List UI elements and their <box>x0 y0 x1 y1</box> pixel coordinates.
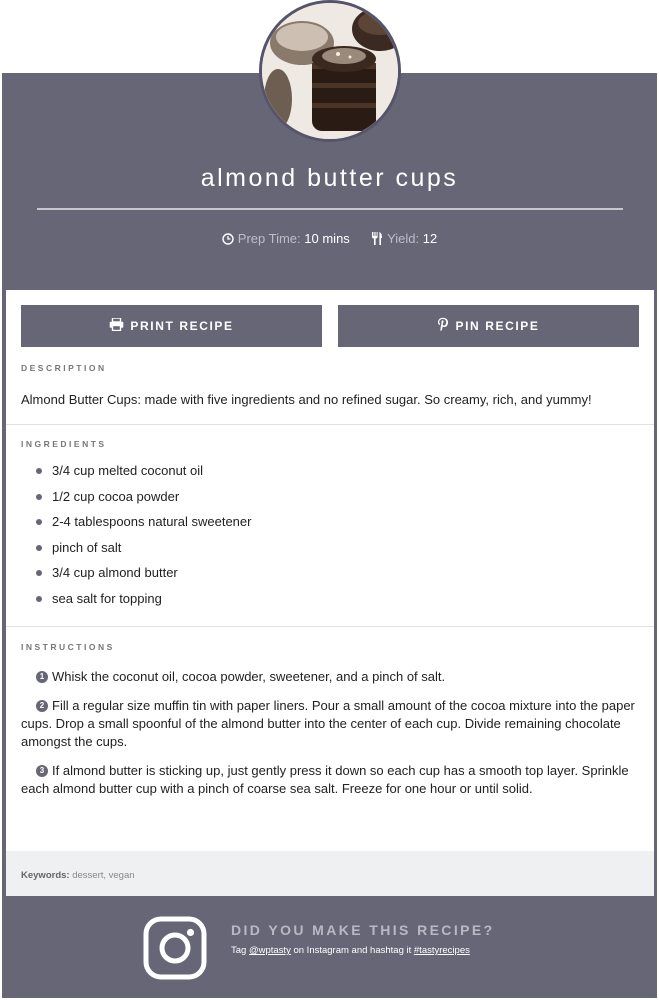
ingredient-item: 1/2 cup cocoa powder <box>21 489 251 515</box>
pin-recipe-label: PIN RECIPE <box>455 319 540 333</box>
almond-butter-cups-image <box>262 3 401 142</box>
print-recipe-button[interactable] <box>21 305 322 347</box>
prep-time-label: Prep Time: <box>237 231 301 246</box>
keywords-label: Keywords: <box>21 870 70 881</box>
ingredient-item: 3/4 cup almond butter <box>21 565 251 591</box>
ingredient-item: 2-4 tablespoons natural sweetener <box>21 514 251 540</box>
recipe-content-panel <box>6 290 654 896</box>
step-text: Whisk the coconut oil, cocoa powder, sweetener, and a pinch of salt. <box>52 669 446 684</box>
pinterest-icon <box>437 317 449 335</box>
step-number-badge: 2 <box>36 700 48 712</box>
made-it-title: DID YOU MAKE THIS RECIPE? <box>231 922 495 938</box>
section-divider <box>6 424 654 425</box>
printer-icon <box>109 318 124 334</box>
hashtag-link[interactable]: #tastyrecipes <box>413 945 470 956</box>
title-divider <box>37 208 623 210</box>
instructions-heading: INSTRUCTIONS <box>21 642 115 652</box>
keywords-value: dessert, vegan <box>72 870 135 881</box>
tag-middle: on Instagram and hashtag it <box>290 945 414 956</box>
ingredients-list <box>21 463 251 616</box>
step-number-badge: 3 <box>36 765 48 777</box>
step-number-badge: 1 <box>36 671 48 683</box>
pin-recipe-button[interactable] <box>338 305 639 347</box>
ingredient-item: sea salt for topping <box>21 591 251 617</box>
instagram-icon[interactable] <box>143 916 207 980</box>
ingredient-item: pinch of salt <box>21 540 251 566</box>
ingredient-item: 3/4 cup melted coconut oil <box>21 463 251 489</box>
tag-prefix: Tag <box>231 945 249 956</box>
recipe-photo <box>259 0 401 142</box>
keywords-bar <box>6 851 654 896</box>
prep-time-value: 10 mins <box>304 231 350 246</box>
step-text: If almond butter is sticking up, just gently press it down so each cup has a smooth top layer. Sprinkle each almond butter cup with a pinch of coarse sea salt. Freeze for one hour or until solid. <box>21 763 629 796</box>
ingredients-heading: INGREDIENTS <box>21 439 107 449</box>
clock-icon <box>222 233 234 248</box>
description-text: Almond Butter Cups: made with five ingredients and no refined sugar. So creamy, rich, and yummy! <box>21 392 592 407</box>
instagram-handle-link[interactable]: @wptasty <box>248 945 291 956</box>
instruction-step <box>21 762 636 798</box>
instructions-list <box>21 668 636 809</box>
yield-value: 12 <box>422 231 438 246</box>
yield-label: Yield: <box>387 231 420 246</box>
step-text: Fill a regular size muffin tin with paper liners. Pour a small amount of the cocoa mixture into the paper cups. Drop a small spoonful of the almond butter into the center of each cup. Divide remaining chocolate amongst the cups. <box>21 698 635 749</box>
fork-knife-icon <box>371 232 383 248</box>
instruction-step <box>21 697 636 751</box>
section-divider <box>6 626 654 627</box>
print-recipe-label: PRINT RECIPE <box>130 319 234 333</box>
recipe-title: almond butter cups <box>200 164 459 192</box>
instruction-step <box>21 668 636 686</box>
description-heading: DESCRIPTION <box>21 363 107 373</box>
made-it-subtitle <box>231 945 470 956</box>
recipe-meta <box>0 231 659 248</box>
